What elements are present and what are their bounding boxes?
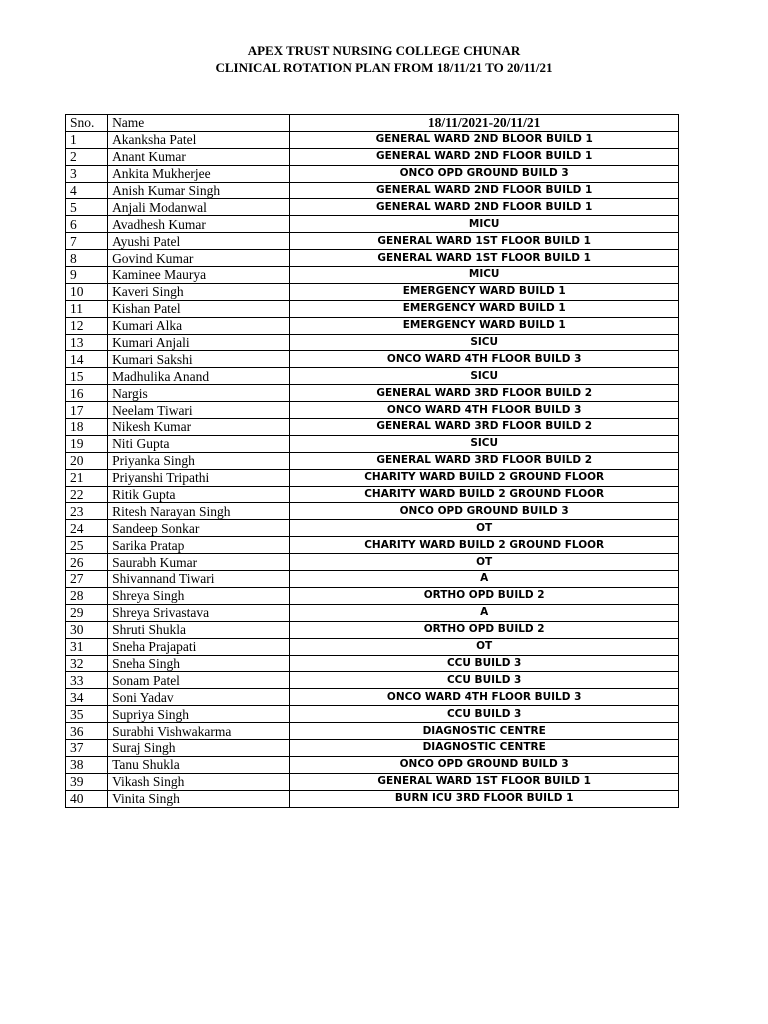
row-sno: 4 [66, 182, 108, 199]
row-area: CCU BUILD 3 [290, 672, 679, 689]
table-row [66, 486, 679, 503]
row-area: OT [290, 520, 679, 537]
row-sno: 38 [66, 756, 108, 773]
row-area: ONCO WARD 4TH FLOOR BUILD 3 [290, 402, 679, 419]
row-name: Nikesh Kumar [108, 419, 290, 436]
table-row [66, 604, 679, 621]
college-name: APEX TRUST NURSING COLLEGE CHUNAR [247, 43, 521, 58]
row-area: GENERAL WARD 2ND FLOOR BUILD 1 [290, 182, 679, 199]
row-sno: 17 [66, 402, 108, 419]
row-sno: 18 [66, 419, 108, 436]
table-row [66, 638, 679, 655]
row-sno: 32 [66, 655, 108, 672]
row-area: ONCO WARD 4TH FLOOR BUILD 3 [290, 351, 679, 368]
header-date-range: 18/11/2021-20/11/21 [290, 115, 679, 132]
row-area: GENERAL WARD 3RD FLOOR BUILD 2 [290, 419, 679, 436]
table-row [66, 199, 679, 216]
table-row [66, 587, 679, 604]
row-area: A [290, 571, 679, 588]
row-area: CCU BUILD 3 [290, 655, 679, 672]
table-row [66, 131, 679, 148]
row-area: ONCO OPD GROUND BUILD 3 [290, 503, 679, 520]
row-sno: 23 [66, 503, 108, 520]
row-area: MICU [290, 216, 679, 233]
row-area: GENERAL WARD 1ST FLOOR BUILD 1 [290, 250, 679, 267]
table-row [66, 250, 679, 267]
row-name: Govind Kumar [108, 250, 290, 267]
document-header [0, 42, 768, 76]
row-area: EMERGENCY WARD BUILD 1 [290, 300, 679, 317]
table-row [66, 520, 679, 537]
row-area: DIAGNOSTIC CENTRE [290, 723, 679, 740]
row-sno: 37 [66, 739, 108, 756]
row-name: Surabhi Vishwakarma [108, 723, 290, 740]
row-area: EMERGENCY WARD BUILD 1 [290, 317, 679, 334]
table-row [66, 773, 679, 790]
row-name: Madhulika Anand [108, 368, 290, 385]
row-area: SICU [290, 368, 679, 385]
row-area: GENERAL WARD 3RD FLOOR BUILD 2 [290, 385, 679, 402]
row-area: MICU [290, 267, 679, 284]
table-row [66, 689, 679, 706]
row-area: CHARITY WARD BUILD 2 GROUND FLOOR [290, 537, 679, 554]
row-area: ONCO WARD 4TH FLOOR BUILD 3 [290, 689, 679, 706]
row-name: Sneha Singh [108, 655, 290, 672]
table-row [66, 283, 679, 300]
row-sno: 10 [66, 283, 108, 300]
table-row [66, 368, 679, 385]
row-area: GENERAL WARD 2ND FLOOR BUILD 1 [290, 199, 679, 216]
row-name: Suraj Singh [108, 739, 290, 756]
row-name: Ritesh Narayan Singh [108, 503, 290, 520]
row-sno: 6 [66, 216, 108, 233]
row-sno: 13 [66, 334, 108, 351]
table-row [66, 672, 679, 689]
row-name: Kaveri Singh [108, 283, 290, 300]
row-area: ONCO OPD GROUND BUILD 3 [290, 756, 679, 773]
row-name: Priyanka Singh [108, 452, 290, 469]
table-row [66, 216, 679, 233]
table-row [66, 723, 679, 740]
table-row [66, 469, 679, 486]
header-sno: Sno. [66, 115, 108, 132]
row-name: Sandeep Sonkar [108, 520, 290, 537]
row-sno: 29 [66, 604, 108, 621]
row-sno: 24 [66, 520, 108, 537]
table-row [66, 739, 679, 756]
table-row [66, 165, 679, 182]
row-name: Soni Yadav [108, 689, 290, 706]
table-row [66, 756, 679, 773]
row-name: Ankita Mukherjee [108, 165, 290, 182]
row-sno: 5 [66, 199, 108, 216]
rotation-table [65, 114, 679, 808]
row-name: Shreya Srivastava [108, 604, 290, 621]
row-name: Vinita Singh [108, 790, 290, 807]
table-row [66, 655, 679, 672]
row-area: BURN ICU 3RD FLOOR BUILD 1 [290, 790, 679, 807]
plan-title: CLINICAL ROTATION PLAN FROM 18/11/21 TO 20/11/21 [215, 60, 553, 75]
table-row [66, 419, 679, 436]
row-sno: 22 [66, 486, 108, 503]
row-name: Shreya Singh [108, 587, 290, 604]
row-sno: 19 [66, 435, 108, 452]
row-name: Sneha Prajapati [108, 638, 290, 655]
table-row [66, 706, 679, 723]
row-name: Tanu Shukla [108, 756, 290, 773]
row-name: Sarika Pratap [108, 537, 290, 554]
row-name: Akanksha Patel [108, 131, 290, 148]
row-name: Niti Gupta [108, 435, 290, 452]
row-sno: 20 [66, 452, 108, 469]
row-name: Ritik Gupta [108, 486, 290, 503]
row-area: OT [290, 554, 679, 571]
row-area: CHARITY WARD BUILD 2 GROUND FLOOR [290, 486, 679, 503]
row-sno: 25 [66, 537, 108, 554]
row-sno: 12 [66, 317, 108, 334]
row-area: GENERAL WARD 2ND FLOOR BUILD 1 [290, 148, 679, 165]
row-sno: 7 [66, 233, 108, 250]
row-name: Kumari Sakshi [108, 351, 290, 368]
row-area: DIAGNOSTIC CENTRE [290, 739, 679, 756]
row-name: Anish Kumar Singh [108, 182, 290, 199]
row-sno: 35 [66, 706, 108, 723]
row-name: Avadhesh Kumar [108, 216, 290, 233]
row-area: ONCO OPD GROUND BUILD 3 [290, 165, 679, 182]
row-area: GENERAL WARD 3RD FLOOR BUILD 2 [290, 452, 679, 469]
row-area: SICU [290, 334, 679, 351]
row-sno: 30 [66, 621, 108, 638]
table-row [66, 402, 679, 419]
table-row [66, 503, 679, 520]
row-name: Sonam Patel [108, 672, 290, 689]
row-area: GENERAL WARD 1ST FLOOR BUILD 1 [290, 773, 679, 790]
row-name: Shruti Shukla [108, 621, 290, 638]
table-row [66, 317, 679, 334]
row-name: Neelam Tiwari [108, 402, 290, 419]
row-sno: 36 [66, 723, 108, 740]
row-name: Nargis [108, 385, 290, 402]
row-sno: 8 [66, 250, 108, 267]
row-sno: 28 [66, 587, 108, 604]
row-sno: 21 [66, 469, 108, 486]
table-row [66, 351, 679, 368]
row-sno: 15 [66, 368, 108, 385]
table-row [66, 148, 679, 165]
row-name: Supriya Singh [108, 706, 290, 723]
row-area: GENERAL WARD 1ST FLOOR BUILD 1 [290, 233, 679, 250]
row-area: ORTHO OPD BUILD 2 [290, 621, 679, 638]
table-header-row [66, 115, 679, 132]
row-name: Ayushi Patel [108, 233, 290, 250]
row-sno: 16 [66, 385, 108, 402]
table-row [66, 571, 679, 588]
row-area: OT [290, 638, 679, 655]
table-row [66, 554, 679, 571]
table-row [66, 267, 679, 284]
row-name: Kumari Alka [108, 317, 290, 334]
row-sno: 3 [66, 165, 108, 182]
row-area: ORTHO OPD BUILD 2 [290, 587, 679, 604]
row-sno: 31 [66, 638, 108, 655]
row-name: Anant Kumar [108, 148, 290, 165]
row-sno: 39 [66, 773, 108, 790]
row-sno: 40 [66, 790, 108, 807]
row-sno: 11 [66, 300, 108, 317]
row-name: Kumari Anjali [108, 334, 290, 351]
row-area: EMERGENCY WARD BUILD 1 [290, 283, 679, 300]
row-sno: 27 [66, 571, 108, 588]
row-area: GENERAL WARD 2ND BLOOR BUILD 1 [290, 131, 679, 148]
row-sno: 34 [66, 689, 108, 706]
table-row [66, 621, 679, 638]
row-name: Kishan Patel [108, 300, 290, 317]
row-sno: 14 [66, 351, 108, 368]
row-name: Priyanshi Tripathi [108, 469, 290, 486]
table-row [66, 182, 679, 199]
table-row [66, 385, 679, 402]
row-name: Shivannand Tiwari [108, 571, 290, 588]
row-sno: 9 [66, 267, 108, 284]
row-area: SICU [290, 435, 679, 452]
row-area: A [290, 604, 679, 621]
table-row [66, 233, 679, 250]
row-name: Vikash Singh [108, 773, 290, 790]
row-name: Anjali Modanwal [108, 199, 290, 216]
table-row [66, 790, 679, 807]
table-row [66, 452, 679, 469]
row-sno: 26 [66, 554, 108, 571]
table-row [66, 435, 679, 452]
row-sno: 2 [66, 148, 108, 165]
table-row [66, 334, 679, 351]
row-sno: 1 [66, 131, 108, 148]
row-area: CCU BUILD 3 [290, 706, 679, 723]
row-name: Kaminee Maurya [108, 267, 290, 284]
header-name: Name [108, 115, 290, 132]
row-sno: 33 [66, 672, 108, 689]
table-row [66, 300, 679, 317]
row-area: CHARITY WARD BUILD 2 GROUND FLOOR [290, 469, 679, 486]
table-row [66, 537, 679, 554]
row-name: Saurabh Kumar [108, 554, 290, 571]
